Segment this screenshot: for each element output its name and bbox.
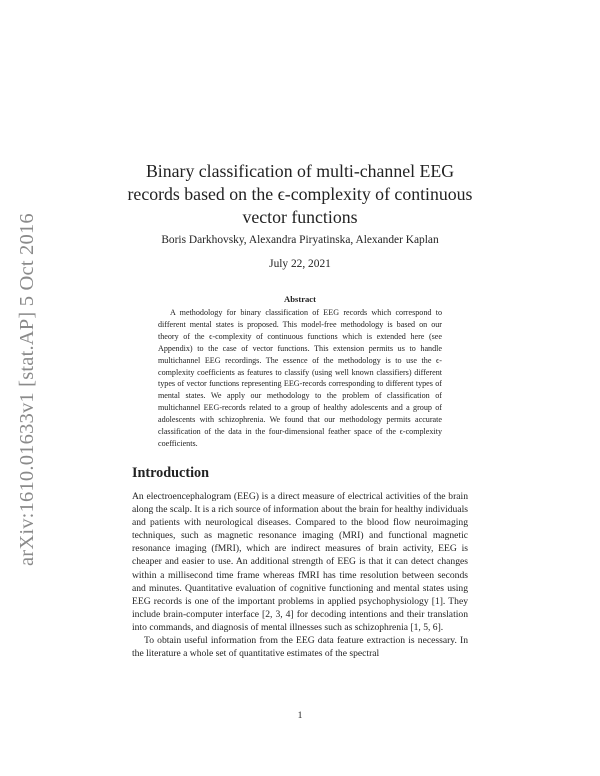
- paper-authors: Boris Darkhovsky, Alexandra Piryatinska, Alexander Kaplan: [161, 234, 439, 246]
- paper-date: July 22, 2021: [269, 258, 331, 270]
- introduction-body: [132, 490, 468, 660]
- paper-title: Binary classification of multi-channel EEG records based on the ϵ-complexity of continuous vector functions: [127, 161, 473, 227]
- abstract-heading: Abstract: [284, 294, 316, 304]
- abstract-text: A methodology for binary classification of EEG records which correspond to different mental states is proposed. This model-free methodology is based on our theory of the ϵ-complexity of continuous functions which is extended here (see Appendix) to the case of vector functions. This extension permits us to handle multichannel EEG recordings. The essence of the methodology is to use the ϵ-complexity coefficients as features to classify (using well known classifiers) different types of vector functions representing EEG-records corresponding to different types of mental states. We apply our methodology to the problem of classification of multichannel EEG-records related to a group of healthy adolescents and a group of adolescents with schizophrenia. We found that our methodology permits accurate classification of the data in the four-dimensional feather space of the ϵ-complexity coefficients.: [158, 308, 442, 448]
- introduction-paragraph-2: To obtain useful information from the EEG data feature extraction is necessary. In the literature a whole set of quantitative estimates of the spectral: [132, 635, 468, 660]
- introduction-paragraph-1: An electroencephalogram (EEG) is a direct measure of electrical activities of the brain along the scalp. It is a rich source of information about the brain for healthy individuals and patients with neurological diseases. Compared to the blood flow neuroimaging techniques, such as magnetic resonance imaging (MRI) and functional magnetic resonance imaging (fMRI), which are indirect measures of brain activity, EEG is cheaper and easier to use. An additional strength of EEG is that it can detect changes within a millisecond time frame whereas fMRI has time resolution between seconds and minutes. Quantitative evaluation of cognitive functioning and mental states using EEG records is one of the important problems in applied psychophysiology [1]. They include brain-computer interface [2, 3, 4] for decoding intentions and their translation into commands, and diagnosis of mental illnesses such as schizophrenia [1, 5, 6].: [132, 491, 468, 633]
- page-number: 1: [297, 710, 303, 721]
- introduction-heading: Introduction: [132, 465, 209, 481]
- arxiv-identifier-stamp: arXiv:1610.01633v1 [stat.AP] 5 Oct 2016: [16, 213, 38, 566]
